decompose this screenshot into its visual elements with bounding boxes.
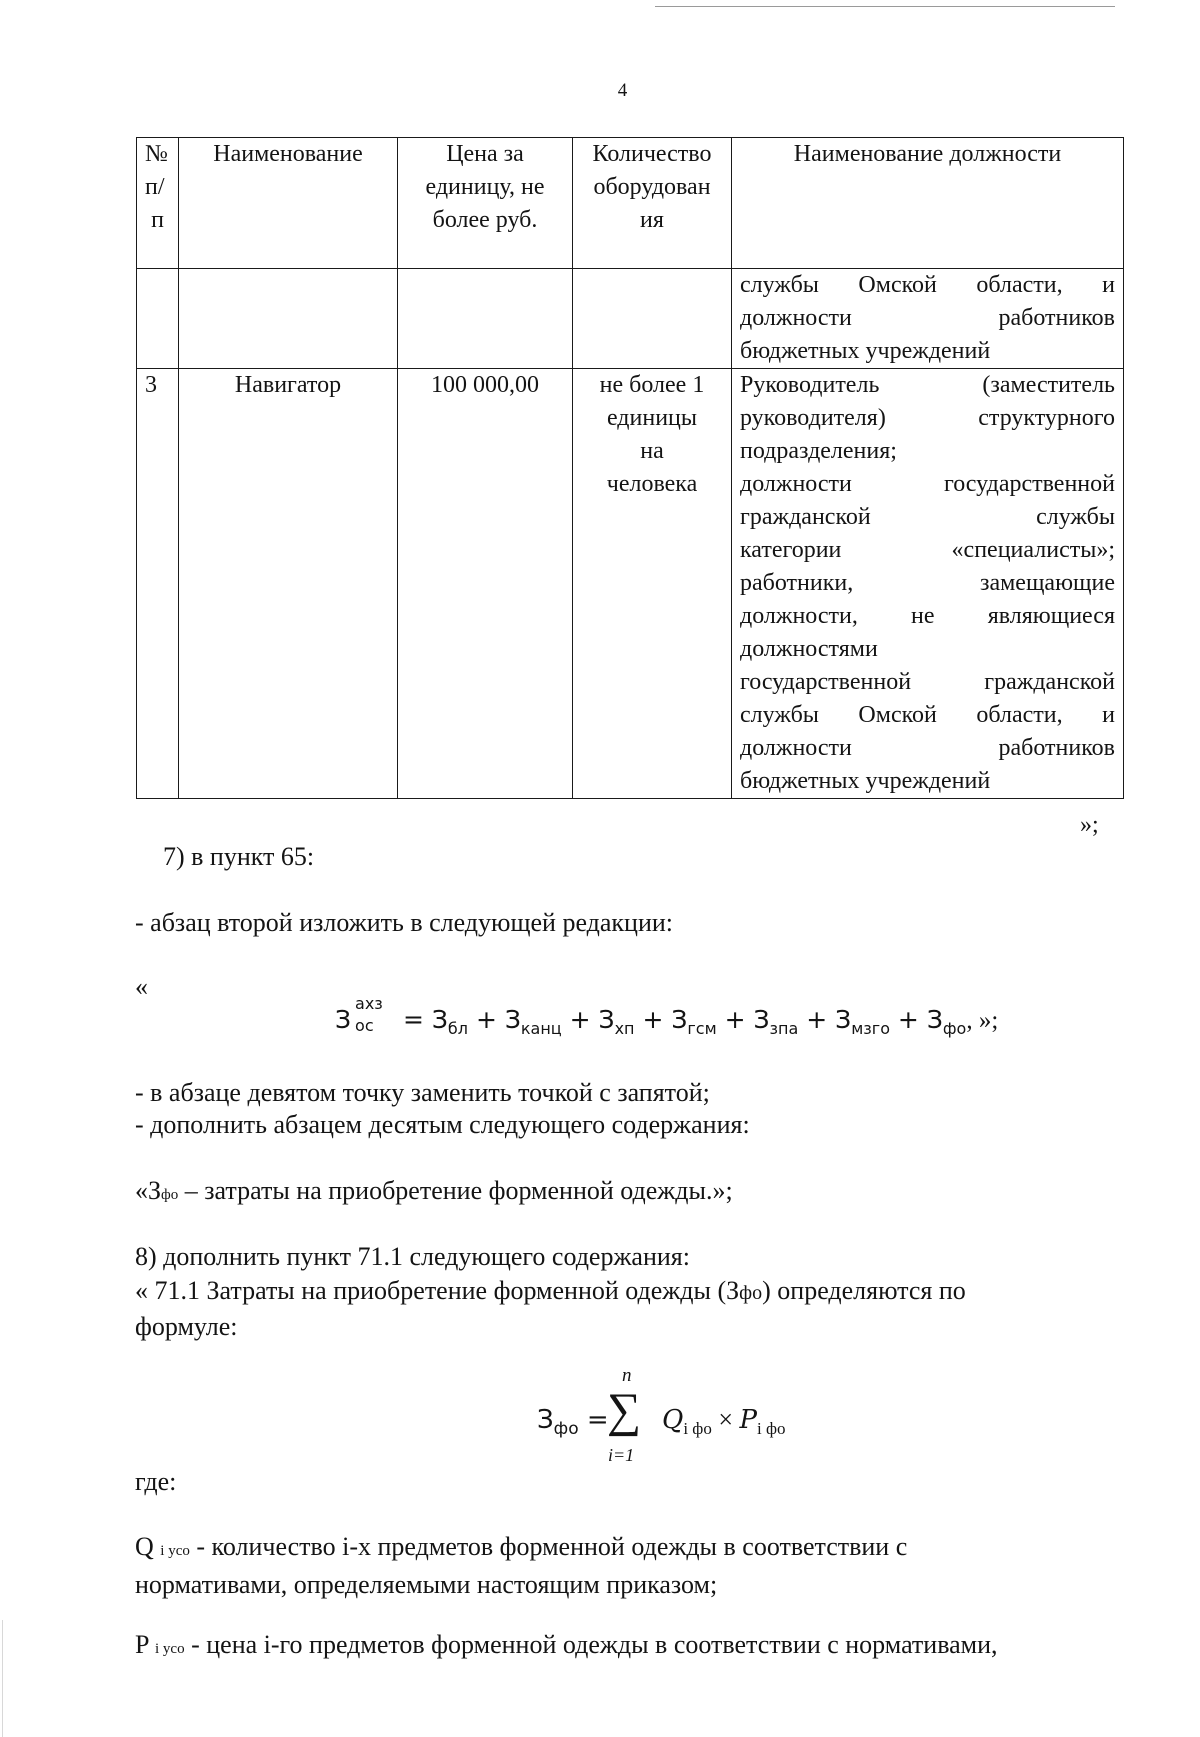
row-number: 3 — [137, 369, 179, 799]
paragraph-abz9: - в абзаце девятом точку заменить точкой с запятой; — [135, 1078, 710, 1107]
item-name: Навигатор — [179, 369, 398, 799]
equipment-table — [136, 137, 1124, 799]
formula-total-costs: З ахз ос = $З_{бл} + З_{канц} + З_{хп} + З_{гсм} + З_{зпа} + З_{мзго} + З_{фо}$, »; — [335, 994, 999, 1038]
item-7-heading: 7) в пункт 65: — [163, 842, 315, 871]
paragraph-zfo-definition: «Зфо – затраты на приобретение форменной одежды.»; — [135, 1176, 733, 1205]
page-number: 4 — [617, 80, 628, 101]
open-quote: « — [135, 972, 148, 1001]
where-label: где: — [135, 1467, 177, 1496]
table-closing-quote: »; — [1080, 812, 1099, 838]
header-name: Наименование — [179, 138, 398, 269]
item-price: 100 000,00 — [398, 369, 573, 799]
paragraph-abz2: - абзац второй изложить в следующей редакции: — [135, 908, 674, 937]
sum-lower-limit: i=1 — [608, 1445, 635, 1465]
sigma-icon: ∑ — [607, 1384, 642, 1437]
position-cell: службы Омской области, и должности работников бюджетных учреждений — [732, 269, 1124, 369]
header-price: Цена за единицу, не более руб. — [398, 138, 573, 269]
sum-upper-limit: n — [622, 1365, 632, 1386]
item-8-heading: 8) дополнить пункт 71.1 следующего содержания: — [135, 1242, 690, 1271]
item-quantity: не более 1 единицы на человека — [573, 369, 732, 799]
header-quantity: Количество оборудован ия — [573, 138, 732, 269]
paragraph-71-1: « 71.1 Затраты на приобретение форменной одежды (Зфо) определяются по формуле: — [135, 1276, 966, 1341]
scan-artifact-line — [655, 6, 1115, 7]
paragraph-abz10: - дополнить абзацем десятым следующего содержания: — [135, 1110, 750, 1139]
paragraph-q-definition: Q i усо - количество i-х предметов форменной одежды в соответствии с нормативами, определяемыми настоящим приказом; — [135, 1532, 908, 1599]
position-cell: Руководитель (заместитель руководителя) структурного подразделения; должности государственной гражданской службы категории «специалисты»; работники, замещающие должности, не являющиеся должностями государственной гражданской службы Омской области, и должности работников бюджетных учреждений — [732, 369, 1124, 799]
table-row — [137, 269, 1124, 369]
paragraph-p-definition: P i усо - цена i-го предметов форменной одежды в соответствии с нормативами, — [135, 1630, 998, 1659]
header-num: № п/ п — [137, 138, 179, 269]
formula-uniform-costs: $З_{фо}$ = n ∑ i=1 $Q_{i фо} \times P_{i фо}$ — [537, 1365, 786, 1465]
scan-artifact-edge — [2, 1620, 3, 1737]
table-row — [137, 369, 1124, 799]
table-header-row — [137, 138, 1124, 269]
header-position: Наименование должности — [732, 138, 1124, 269]
